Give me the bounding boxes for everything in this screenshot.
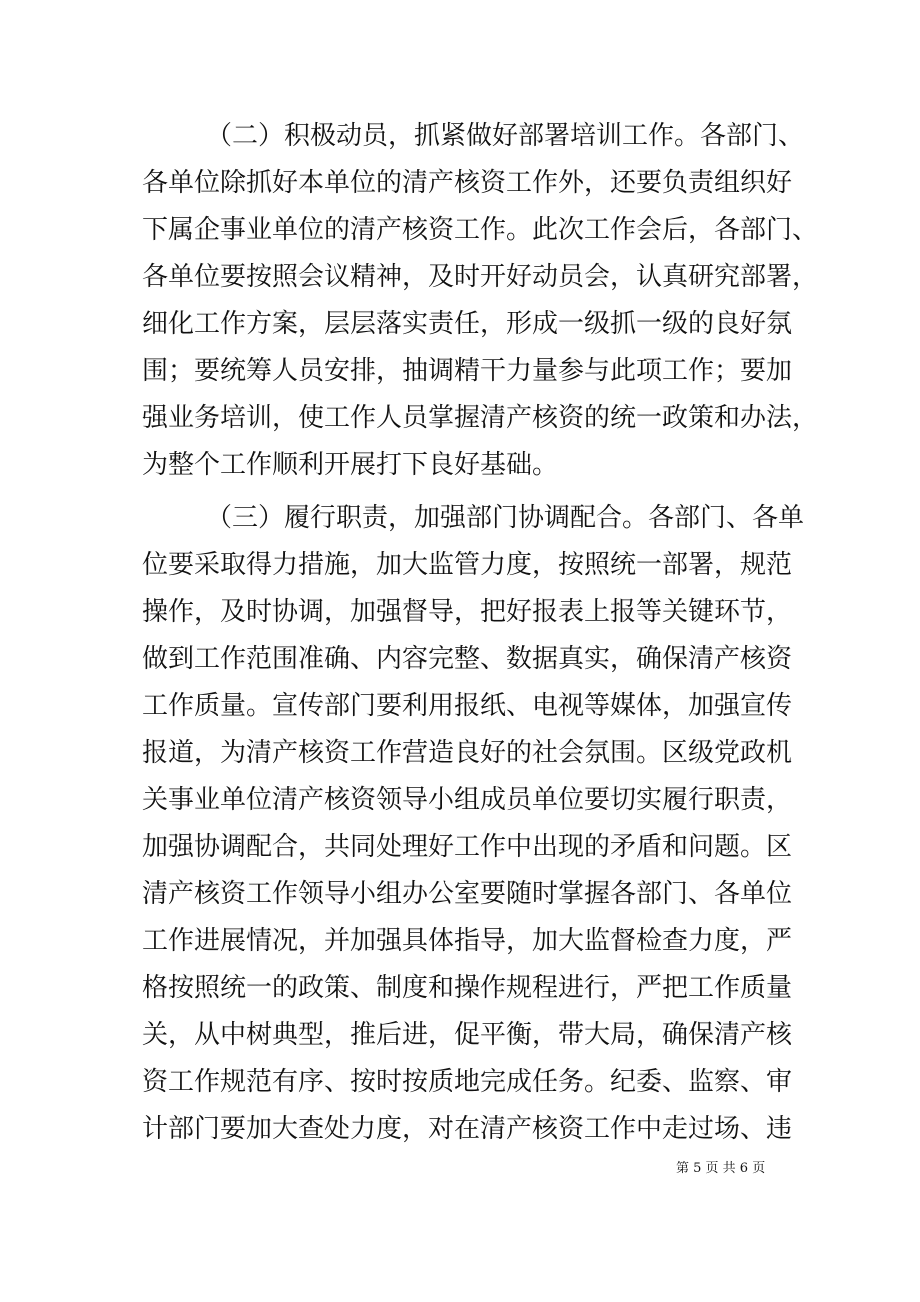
paragraph-line: 各单位要按照会议精神，及时开好动员会，认真研究部署， [142, 262, 819, 292]
paragraph-line: 清产核资工作领导小组办公室要随时掌握各部门、各单位 [142, 879, 793, 909]
page-number-footer: 第 5 页 共 6 页 [676, 1161, 766, 1176]
paragraph-line: 计部门要加大查处力度，对在清产核资工作中走过场、违 [142, 1114, 793, 1144]
paragraph-line: 关，从中树典型，推后进，促平衡，带大局，确保清产核 [142, 1020, 793, 1050]
paragraph-line: 格按照统一的政策、制度和操作规程进行，严把工作质量 [142, 973, 793, 1003]
paragraph-line: 位要采取得力措施，加大监管力度，按照统一部署，规范 [142, 550, 793, 580]
paragraph-line: 为整个工作顺利开展打下良好基础。 [142, 450, 559, 480]
paragraph-line: 细化工作方案，层层落实责任，形成一级抓一级的良好氛 [142, 309, 793, 339]
paragraph-line: 关事业单位清产核资领导小组成员单位要切实履行职责， [142, 785, 793, 815]
paragraph-line: 资工作规范有序、按时按质地完成任务。纪委、监察、审 [142, 1067, 793, 1097]
paragraph-line: （三）履行职责，加强部门协调配合。各部门、各单 [206, 503, 805, 533]
paragraph-line: 报道，为清产核资工作营造良好的社会氛围。区级党政机 [142, 738, 793, 768]
paragraph-line: 围；要统筹人员安排，抽调精干力量参与此项工作；要加 [142, 356, 793, 386]
paragraph-line: 强业务培训，使工作人员掌握清产核资的统一政策和办法， [142, 403, 819, 433]
paragraph-line: 各单位除抓好本单位的清产核资工作外，还要负责组织好 [142, 168, 793, 198]
paragraph-line: 做到工作范围准确、内容完整、数据真实，确保清产核资 [142, 644, 793, 674]
paragraph-line: 工作质量。宣传部门要利用报纸、电视等媒体，加强宣传 [142, 691, 793, 721]
paragraph-line: 操作，及时协调，加强督导，把好报表上报等关键环节， [142, 597, 793, 627]
paragraph-line: 下属企事业单位的清产核资工作。此次工作会后，各部门、 [142, 215, 819, 245]
paragraph-line: 加强协调配合，共同处理好工作中出现的矛盾和问题。区 [142, 832, 793, 862]
paragraph-line: 工作进展情况，并加强具体指导，加大监督检查力度，严 [142, 926, 793, 956]
paragraph-line: （二）积极动员，抓紧做好部署培训工作。各部门、 [206, 121, 805, 151]
